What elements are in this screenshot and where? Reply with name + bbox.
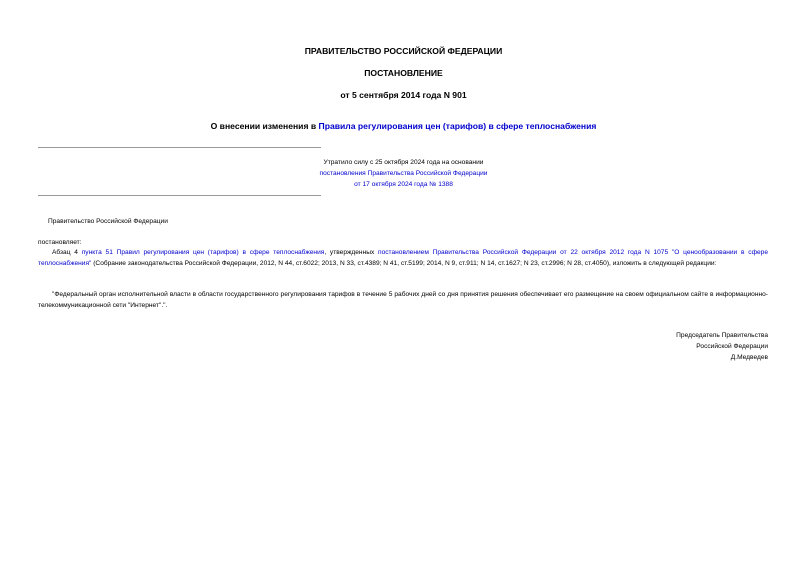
title-rules-link[interactable]: Правила регулирования цен (тарифов) в сфере теплоснабжения xyxy=(318,121,597,131)
p1-rules-link[interactable]: пункта 51 Правил регулирования цен (тарифов) в сфере теплоснабжения xyxy=(81,249,325,256)
status-note-link-line3[interactable]: от 17 октября 2024 года № 1388 xyxy=(354,181,453,188)
status-note-line1: Утратило силу с 25 октября 2024 года на основании xyxy=(323,159,484,166)
p1-decree-link[interactable]: постановлением Правительства Российской Федерации от 22 октября 2012 года N 1075 "О ценообразовании в сфере теплоснабжения" xyxy=(38,249,768,267)
status-note xyxy=(0,157,807,190)
document-title xyxy=(0,121,807,131)
p1-text-1: Абзац 4 xyxy=(52,249,82,256)
signature-block xyxy=(676,330,768,363)
status-note-link-line2[interactable]: постановления Правительства Российской Федерации xyxy=(319,170,488,177)
p1-text-2: , утвержденных xyxy=(324,249,379,256)
title-prefix: О внесении изменения в xyxy=(210,121,319,131)
signature-line2: Российской Федерации xyxy=(696,343,768,350)
divider-bottom xyxy=(38,195,321,196)
intro-text: Правительство Российской Федерации xyxy=(48,218,168,225)
paragraph-1 xyxy=(38,248,768,269)
p1-text-3: (Собрание законодательства Российской Федерации, 2012, N 44, ст.6022; 2013, N 33, ст.4389; N 41, ст.5199; 2014, N 9, ст.911; N 14, ст.1627; N 23, ст.2996; N 28, ст.4050), изложить в следующей редакции: xyxy=(91,259,717,267)
quoted-paragraph: "Федеральный орган исполнительной власти в области государственного регулирования тарифов в течение 5 рабочих дней со дня принятия решения обеспечивает его размещение на своем официальном сайте в информационно-телекоммуникационной сети "Интернет".". xyxy=(38,291,768,309)
document-type: ПОСТАНОВЛЕНИЕ xyxy=(364,68,443,78)
document-date: от 5 сентября 2014 года N 901 xyxy=(340,90,467,100)
divider-top xyxy=(38,147,321,148)
government-heading: ПРАВИТЕЛЬСТВО РОССИЙСКОЙ ФЕДЕРАЦИИ xyxy=(304,46,503,56)
decides-text: постановляет: xyxy=(38,239,82,246)
signature-name: Д.Медведев xyxy=(730,354,768,361)
signature-line1: Председатель Правительства xyxy=(676,332,768,339)
